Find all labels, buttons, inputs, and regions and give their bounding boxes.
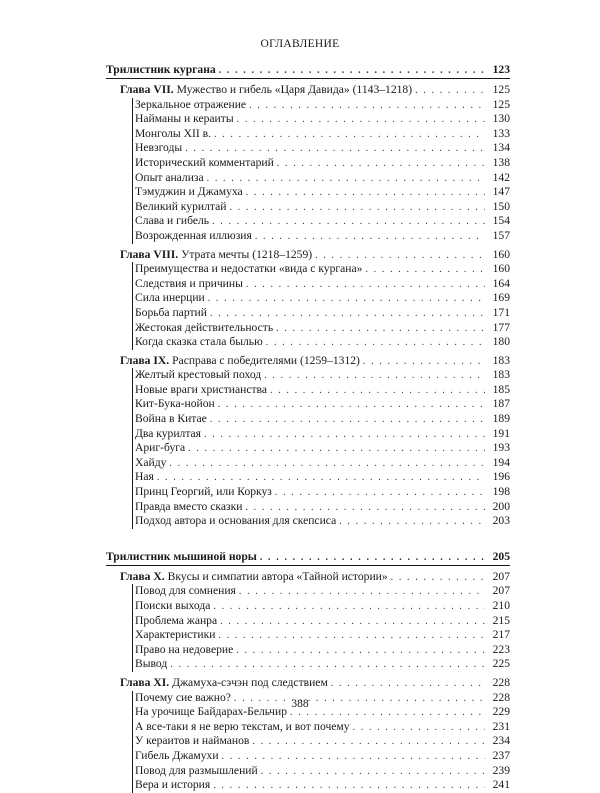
entry-page: 160 xyxy=(492,262,510,276)
entry-page: 160 xyxy=(492,247,510,261)
entry-title: Характеристики xyxy=(135,628,216,642)
entry-title: Зеркальное отражение xyxy=(135,97,247,111)
chapter-label: Глава VII. xyxy=(120,83,174,96)
list-item xyxy=(133,383,510,398)
dot-leader xyxy=(212,215,485,229)
entry-page: 150 xyxy=(492,199,510,213)
entry-title: Право на недоверие xyxy=(135,642,234,656)
entry-page: 237 xyxy=(492,748,510,762)
dot-leader xyxy=(339,515,485,529)
list-item xyxy=(133,412,510,427)
list-item xyxy=(133,441,510,456)
entry-page: 157 xyxy=(492,228,510,242)
entry-title: Исторический комментарий xyxy=(135,155,274,169)
list-item xyxy=(133,614,510,629)
list-item xyxy=(133,229,510,244)
dot-leader xyxy=(220,615,485,629)
list-item xyxy=(133,397,510,412)
entry-page: 191 xyxy=(492,426,510,440)
dot-leader xyxy=(331,677,485,691)
dot-leader xyxy=(264,369,485,383)
dot-leader xyxy=(365,263,485,277)
entry-page: 134 xyxy=(492,141,510,155)
chapter-label: Глава XI. xyxy=(120,675,170,689)
entry-title: Почему сие важно? xyxy=(135,690,231,704)
entry-title: Джамуха-сэчэн под следствием xyxy=(172,675,328,689)
entry-title: Повод для размышлений xyxy=(135,763,258,777)
dot-leader xyxy=(270,384,485,398)
entry-page: 154 xyxy=(492,214,510,228)
dot-leader xyxy=(363,355,485,369)
chapter-heading xyxy=(120,83,510,98)
chapter-items xyxy=(132,262,510,350)
dot-leader xyxy=(210,307,485,321)
entry-page: 225 xyxy=(492,657,510,671)
entry-page: 125 xyxy=(492,97,510,111)
list-item xyxy=(133,628,510,643)
list-item xyxy=(133,321,510,336)
entry-page: 180 xyxy=(492,335,510,349)
chapter-label: Глава VIII. xyxy=(120,247,179,261)
list-item xyxy=(133,599,510,614)
chapter-items xyxy=(132,584,510,672)
entry-page: 215 xyxy=(492,613,510,627)
entry-page: 217 xyxy=(492,628,510,642)
entry-page: 164 xyxy=(492,276,510,290)
toc-section xyxy=(106,549,510,793)
entry-title: Ная xyxy=(135,470,154,484)
dot-leader xyxy=(214,128,485,142)
entry-title: А все-таки я не верю текстам, и вот почему xyxy=(135,719,350,733)
dot-leader xyxy=(246,186,485,200)
dot-leader xyxy=(275,486,485,500)
page-title: ОГЛАВЛЕНИЕ xyxy=(260,38,340,50)
entry-page: 196 xyxy=(492,470,510,484)
page-number: 388 xyxy=(291,698,309,710)
list-item xyxy=(133,514,510,529)
entry-title: Вывод xyxy=(135,657,168,671)
toc-chapter xyxy=(120,83,510,244)
entry-page: 229 xyxy=(492,705,510,719)
dot-leader xyxy=(185,142,485,156)
list-item xyxy=(133,335,510,350)
chapter-label: Глава IX. xyxy=(120,353,170,367)
entry-title: Проблема жанра xyxy=(135,613,218,627)
list-item xyxy=(133,127,510,142)
dot-leader xyxy=(255,230,485,244)
dot-leader xyxy=(236,644,485,658)
list-item xyxy=(133,720,510,735)
dot-leader xyxy=(208,292,485,306)
entry-page: 193 xyxy=(492,441,510,455)
entry-title: Вера и история xyxy=(135,778,211,792)
entry-title: Повод для сомнения xyxy=(135,584,236,598)
dot-leader xyxy=(222,750,485,764)
list-item xyxy=(133,98,510,113)
entry-title: Утрата мечты (1218–1259) xyxy=(181,247,313,261)
entry-page: 205 xyxy=(492,549,510,563)
entry-title: Преимущества и недостатки «вида с кургана» xyxy=(135,262,363,276)
dot-leader xyxy=(276,322,485,336)
entry-page: 203 xyxy=(492,514,510,528)
entry-page: 130 xyxy=(492,112,510,126)
dot-leader xyxy=(391,571,485,585)
list-item xyxy=(133,643,510,658)
entry-title: Война в Китае xyxy=(135,412,207,426)
table-of-contents xyxy=(106,62,510,793)
entry-title: Невзгоды xyxy=(135,141,183,155)
chapter-heading xyxy=(120,570,510,585)
toc-chapter xyxy=(120,248,510,350)
dot-leader xyxy=(277,157,485,171)
entry-page: 207 xyxy=(492,584,510,598)
toc-section xyxy=(106,62,510,529)
list-item xyxy=(133,778,510,793)
entry-page: 228 xyxy=(492,690,510,704)
list-item xyxy=(133,171,510,186)
dot-leader xyxy=(252,735,485,749)
dot-leader xyxy=(239,585,485,599)
dot-leader xyxy=(204,428,485,442)
entry-page: 210 xyxy=(492,599,510,612)
toc-chapter xyxy=(120,354,510,529)
list-item xyxy=(133,456,510,471)
list-item xyxy=(133,141,510,156)
list-item xyxy=(133,200,510,215)
entry-title: Ариг-буга xyxy=(135,441,186,455)
entry-page: 183 xyxy=(492,353,510,367)
dot-leader xyxy=(207,172,485,186)
list-item xyxy=(133,262,510,277)
entry-page: 183 xyxy=(492,368,510,382)
dot-leader xyxy=(260,550,485,564)
entry-page: 207 xyxy=(492,569,510,583)
entry-page: 169 xyxy=(492,291,510,305)
dot-leader xyxy=(157,471,485,485)
entry-title: Кит-Бука-нойон xyxy=(135,397,215,411)
entry-title: Великий курилтай xyxy=(135,199,227,213)
toc-chapter xyxy=(120,570,510,672)
list-item xyxy=(133,185,510,200)
entry-title: На урочище Байдарах-Бельчир xyxy=(135,705,287,719)
dot-leader xyxy=(261,765,485,779)
dot-leader xyxy=(213,600,485,614)
entry-title: Два курилтая xyxy=(135,426,202,440)
list-item xyxy=(133,764,510,779)
entry-title: Жестокая действительность xyxy=(135,320,274,334)
section-rule xyxy=(106,78,510,79)
dot-leader xyxy=(246,278,485,292)
list-item xyxy=(133,112,510,127)
entry-title: Новые враги христианства xyxy=(135,382,267,396)
list-item xyxy=(133,584,510,599)
entry-title: Желтый крестовый поход xyxy=(135,368,262,382)
dot-leader xyxy=(353,721,485,735)
dot-leader xyxy=(315,249,485,263)
entry-page: 231 xyxy=(492,719,510,733)
dot-leader xyxy=(249,99,485,113)
list-item xyxy=(133,277,510,292)
entry-page: 228 xyxy=(492,675,510,689)
entry-page: 241 xyxy=(492,778,510,792)
entry-title: Сила инерции xyxy=(135,291,205,305)
list-item xyxy=(133,734,510,749)
section-title: Трилистник мышиной норы xyxy=(106,549,257,563)
chapter-heading xyxy=(120,354,510,369)
entry-page: 189 xyxy=(492,412,510,426)
list-item xyxy=(133,306,510,321)
entry-title: Расправа с победителями (1259–1312) xyxy=(172,353,360,367)
list-item xyxy=(133,657,510,672)
entry-page: 177 xyxy=(492,320,510,334)
dot-leader xyxy=(266,336,485,350)
entry-title: Принц Георгий, или Коркуз xyxy=(135,485,272,499)
dot-leader xyxy=(237,113,485,127)
entry-title: Вкусы и симпатии автора «Тайной истории» xyxy=(167,569,388,583)
entry-page: 138 xyxy=(492,155,510,169)
entry-title: Возрожденная иллюзия xyxy=(135,228,252,242)
list-item xyxy=(133,470,510,485)
entry-page: 234 xyxy=(492,734,510,748)
entry-title: Когда сказка стала былью xyxy=(135,335,263,349)
entry-title: У кераитов и найманов xyxy=(135,734,250,748)
entry-title: Монголы XII в. xyxy=(135,126,211,140)
chapter-heading xyxy=(120,248,510,263)
list-item xyxy=(133,427,510,442)
list-item xyxy=(133,156,510,171)
dot-leader xyxy=(218,629,485,643)
dot-leader xyxy=(170,658,485,672)
entry-title: Гибель Джамухи xyxy=(135,748,219,762)
list-item xyxy=(133,291,510,306)
entry-page: 185 xyxy=(492,382,510,396)
entry-title: Хайду xyxy=(135,455,167,469)
entry-page: 125 xyxy=(492,83,510,96)
toc-chapter xyxy=(120,676,510,793)
section-rule xyxy=(106,565,510,566)
entry-page: 171 xyxy=(492,305,510,319)
entry-page: 223 xyxy=(492,642,510,656)
dot-leader xyxy=(219,63,485,77)
dot-leader xyxy=(245,501,485,515)
dot-leader xyxy=(213,779,485,793)
entry-page: 133 xyxy=(492,126,510,140)
entry-title: Борьба партий xyxy=(135,305,207,319)
entry-title: Слава и гибель xyxy=(135,214,210,228)
dot-leader xyxy=(218,398,485,412)
section-title: Трилистник кургана xyxy=(106,63,216,76)
list-item xyxy=(133,749,510,764)
entry-title: Правда вместо сказки xyxy=(135,499,243,513)
chapter-items xyxy=(132,368,510,529)
entry-page: 187 xyxy=(492,397,510,411)
chapter-label: Глава X. xyxy=(120,569,165,583)
dot-leader xyxy=(169,457,485,471)
entry-page: 239 xyxy=(492,763,510,777)
entry-title: Опыт анализа xyxy=(135,170,204,184)
dot-leader xyxy=(188,442,485,456)
chapter-heading xyxy=(120,676,510,691)
entry-title: Мужество и гибель «Царя Давида» (1143–1218) xyxy=(176,83,413,96)
entry-page: 200 xyxy=(492,499,510,513)
list-item xyxy=(133,485,510,500)
entry-page: 142 xyxy=(492,170,510,184)
list-item xyxy=(133,214,510,229)
entry-page: 123 xyxy=(492,63,510,76)
list-item xyxy=(133,500,510,515)
entry-title: Поиски выхода xyxy=(135,599,211,612)
entry-title: Найманы и кераиты xyxy=(135,112,234,126)
dot-leader xyxy=(210,413,485,427)
dot-leader xyxy=(415,84,485,98)
chapter-items xyxy=(132,98,510,244)
entry-page: 198 xyxy=(492,485,510,499)
entry-title: Подход автора и основания для скепсиса xyxy=(135,514,337,528)
list-item xyxy=(133,368,510,383)
entry-title: Следствия и причины xyxy=(135,276,243,290)
entry-page: 194 xyxy=(492,455,510,469)
entry-page: 147 xyxy=(492,185,510,199)
dot-leader xyxy=(229,201,485,215)
entry-title: Тэмуджин и Джамуха xyxy=(135,185,243,199)
